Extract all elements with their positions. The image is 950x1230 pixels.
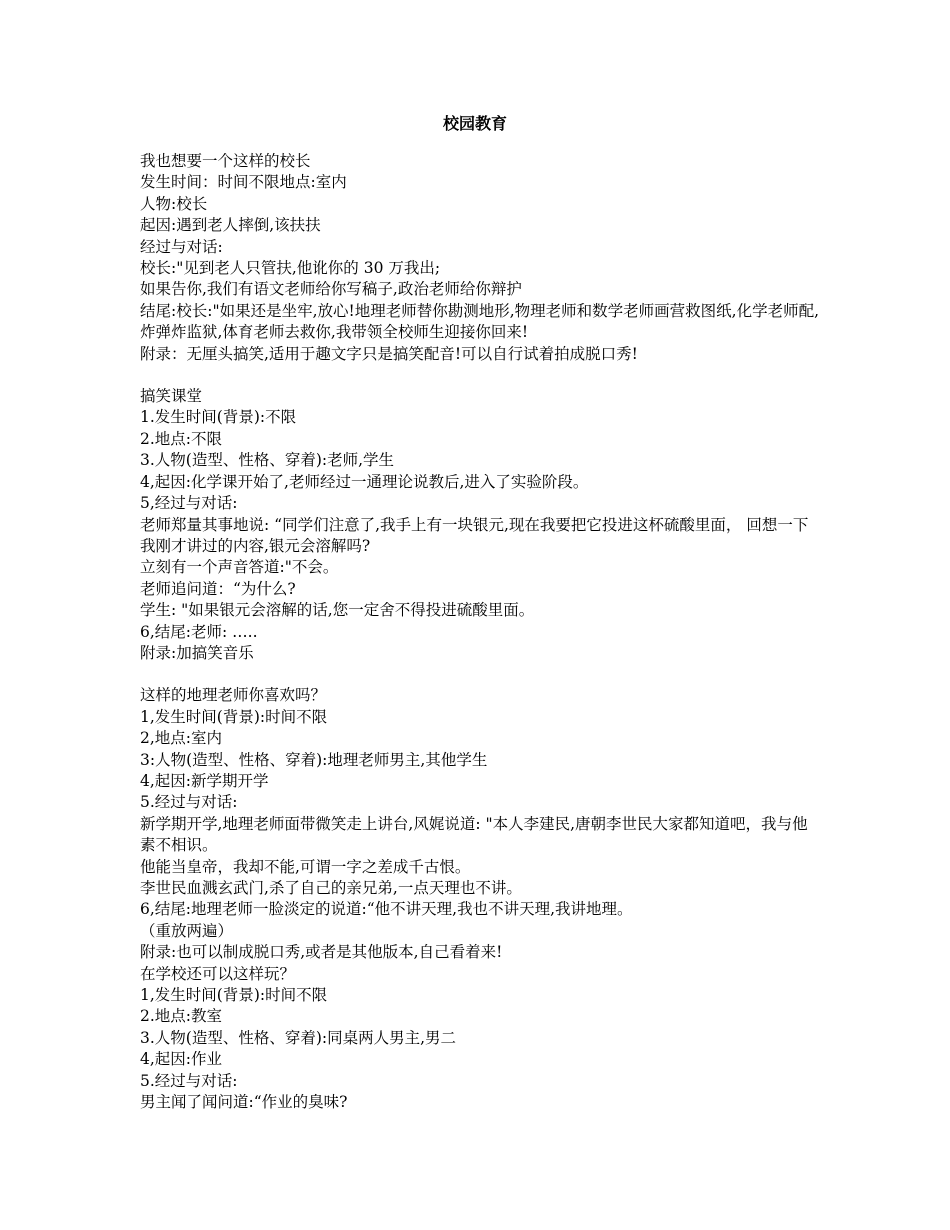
paragraph: 新学期开学,地理老师面带微笑走上讲台,风娓说道: "本人李建民,唐朝李世民大家都知道吧，我与他素不相识。 xyxy=(140,814,808,855)
paragraph: 结尾:校长:"如果还是坐牢,放心!地理老师替你勘测地形,物理老师和数学老师画营救图纸,化学老师配,炸弹炸监狱,体育老师去救你,我带领全校师生迎接你回来! xyxy=(140,301,820,342)
section-geography-teacher xyxy=(140,685,820,1113)
paragraph: 6,结尾:地理老师一脸淡定的说道:“他不讲天理,我也不讲天理,我讲地理。 xyxy=(140,900,633,919)
document-title: 校园教育 xyxy=(442,114,507,133)
paragraph: 4,起因:新学期开学 xyxy=(140,771,269,790)
paragraph: 2,地点:室内 xyxy=(140,729,223,748)
paragraph: 他能当皇帝，我却不能,可谓一字之差成千古恨。 xyxy=(140,857,471,876)
paragraph: 搞笑课堂 xyxy=(140,387,203,406)
document-body xyxy=(140,151,820,1113)
paragraph: 5.经过与对话: xyxy=(140,793,238,812)
paragraph: 4,起因:化学课开始了,老师经过一通理论说教后,进入了实验阶段。 xyxy=(140,472,589,491)
paragraph: 男主闻了闻问道:“作业的臭味? xyxy=(140,1093,348,1112)
paragraph: 2.地点:教室 xyxy=(140,1007,223,1026)
paragraph: 发生时间：时间不限地点:室内 xyxy=(140,173,347,192)
paragraph: 学生: "如果银元会溶解的话,您一定舍不得投进硫酸里面。 xyxy=(140,601,535,620)
section-principal xyxy=(140,151,820,365)
paragraph: 经过与对话: xyxy=(140,237,223,256)
section-spacer xyxy=(140,664,820,685)
paragraph: 3.人物(造型、性格、穿着):老师,学生 xyxy=(140,451,395,470)
section-spacer xyxy=(140,365,820,386)
section-funny-class xyxy=(140,386,820,664)
paragraph: （重放两遍） xyxy=(140,921,234,940)
paragraph: 人物:校长 xyxy=(140,194,208,213)
paragraph: 在学校还可以这样玩？ xyxy=(140,964,296,983)
paragraph: 老师郑量其事地说: “同学们注意了,我手上有一块银元,现在我要把它投进这杯硫酸里面， 回想一下我刚才讲过的内容,银元会溶解吗? xyxy=(140,515,809,555)
paragraph: 1,发生时间(背景):时间不限 xyxy=(140,707,328,726)
paragraph: 我也想要一个这样的校长 xyxy=(140,152,311,170)
paragraph: 附录:也可以制成脱口秀,或者是其他版本,自己看着来! xyxy=(140,943,503,962)
paragraph: 老师追问道：“为什么? xyxy=(140,579,296,598)
paragraph: 附录：无厘头搞笑,适用于趣文字只是搞笑配音!可以自行试着拍成脱口秀! xyxy=(140,344,638,363)
paragraph: 5.经过与对话: xyxy=(140,1071,238,1090)
paragraph: 附录:加搞笑音乐 xyxy=(140,643,254,662)
paragraph: 如果告你,我们有语文老师给你写稿子,政治老师给你辩护 xyxy=(140,280,522,299)
paragraph: 6,结尾:老师: ….. xyxy=(140,622,258,641)
paragraph: 1,发生时间(背景):时间不限 xyxy=(140,986,328,1005)
paragraph: 5,经过与对话: xyxy=(140,494,238,513)
paragraph: 校长:"见到老人只管扶,他讹你的 30 万我出; xyxy=(140,259,441,278)
paragraph: 2.地点:不限 xyxy=(140,429,223,448)
paragraph: 3:人物(造型、性格、穿着):地理老师男主,其他学生 xyxy=(140,750,488,769)
paragraph: 这样的地理老师你喜欢吗？ xyxy=(140,686,327,705)
paragraph: 李世民血溅玄武门,杀了自己的亲兄弟,一点天理也不讲。 xyxy=(140,879,522,897)
paragraph: 1.发生时间(背景):不限 xyxy=(140,408,297,427)
paragraph: 立刻有一个声音答道:"不会。 xyxy=(140,558,339,577)
paragraph: 4,起因:作业 xyxy=(140,1050,223,1069)
paragraph: 3.人物(造型、性格、穿着):同桌两人男主,男二 xyxy=(140,1028,457,1047)
paragraph: 起因:遇到老人摔倒,该扶扶 xyxy=(140,216,321,235)
